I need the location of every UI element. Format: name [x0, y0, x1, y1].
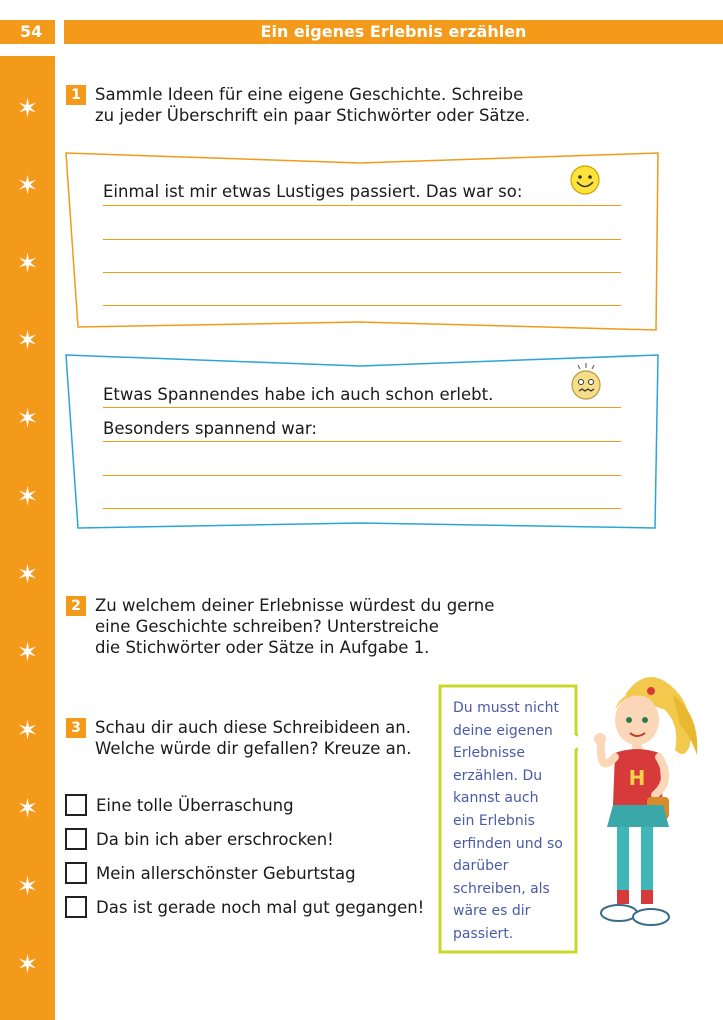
checkbox-option-2[interactable]: [65, 828, 87, 850]
task-number-3: 3: [66, 718, 86, 738]
task3-instruction-line2: Welche würde dir gefallen? Kreuze an.: [95, 739, 412, 758]
hint-line: erzählen. Du: [453, 767, 543, 784]
hint-line: schreiben, als: [453, 880, 550, 897]
hint-line: passiert.: [453, 925, 514, 942]
option-label-4: Das ist gerade noch mal gut gegangen!: [96, 898, 425, 917]
option-label-2: Da bin ich aber erschrocken!: [96, 830, 334, 849]
star-icon: ✶: [16, 249, 39, 279]
star-icon: ✶: [16, 716, 39, 746]
sidebar-decoration: [0, 56, 55, 1020]
hint-line: Erlebnisse: [453, 745, 525, 762]
scared-smiley-icon: [568, 362, 604, 402]
hint-line: wäre es dir: [453, 903, 531, 920]
page-title: Ein eigenes Erlebnis erzählen: [64, 20, 723, 44]
star-icon: ✶: [16, 171, 39, 201]
hint-line: darüber: [453, 858, 509, 875]
writing-line[interactable]: [103, 205, 621, 206]
star-icon: ✶: [16, 638, 39, 668]
task2-instruction-line3: die Stichwörter oder Sätze in Aufgabe 1.: [95, 638, 430, 657]
star-icon: ✶: [16, 950, 39, 980]
star-icon: ✶: [16, 94, 39, 124]
funny-box-prompt: Einmal ist mir etwas Lustiges passiert. Das war so:: [103, 182, 523, 201]
task-number-1: 1: [66, 85, 86, 105]
star-icon: ✶: [16, 872, 39, 902]
task1-instruction-line1: Sammle Ideen für eine eigene Geschichte. Schreibe: [95, 85, 524, 104]
hint-line: deine eigenen: [453, 722, 553, 739]
exciting-box-prompt2: Besonders spannend war:: [103, 419, 317, 438]
star-icon: ✶: [16, 482, 39, 512]
task3-instruction-line1: Schau dir auch diese Schreibideen an.: [95, 718, 411, 737]
exciting-box-prompt1: Etwas Spannendes habe ich auch schon erlebt.: [103, 385, 494, 404]
task1-instruction-line2: zu jeder Überschrift ein paar Stichwörter oder Sätze.: [95, 106, 531, 125]
hint-line: erfinden und so: [453, 835, 563, 852]
hint-line: kannst auch: [453, 790, 539, 807]
page-number: 54: [0, 20, 55, 44]
writing-line[interactable]: [103, 475, 621, 476]
hint-line: ein Erlebnis: [453, 812, 535, 829]
writing-line[interactable]: [103, 272, 621, 273]
writing-line[interactable]: [103, 305, 621, 306]
checkbox-option-3[interactable]: [65, 862, 87, 884]
task2-instruction-line2: eine Geschichte schreiben? Unterstreiche: [95, 617, 439, 636]
task2-instruction-line1: Zu welchem deiner Erlebnisse würdest du gerne: [95, 596, 495, 615]
star-icon: ✶: [16, 794, 39, 824]
svg-text:H: H: [628, 766, 646, 790]
star-icon: ✶: [16, 326, 39, 356]
checkbox-option-4[interactable]: [65, 896, 87, 918]
hint-text: [453, 697, 573, 946]
option-label-3: Mein allerschönster Geburtstag: [96, 864, 356, 883]
girl-character-illustration: [585, 665, 710, 935]
star-icon: ✶: [16, 404, 39, 434]
hint-line: Du musst nicht: [453, 700, 559, 716]
writing-line[interactable]: [103, 239, 621, 240]
option-label-1: Eine tolle Überraschung: [96, 796, 294, 815]
writing-line[interactable]: [103, 441, 621, 442]
star-icon: ✶: [16, 560, 39, 590]
task-number-2: 2: [66, 596, 86, 616]
checkbox-option-1[interactable]: [65, 794, 87, 816]
writing-line[interactable]: [103, 407, 621, 408]
writing-line[interactable]: [103, 508, 621, 509]
happy-smiley-icon: [569, 164, 601, 196]
